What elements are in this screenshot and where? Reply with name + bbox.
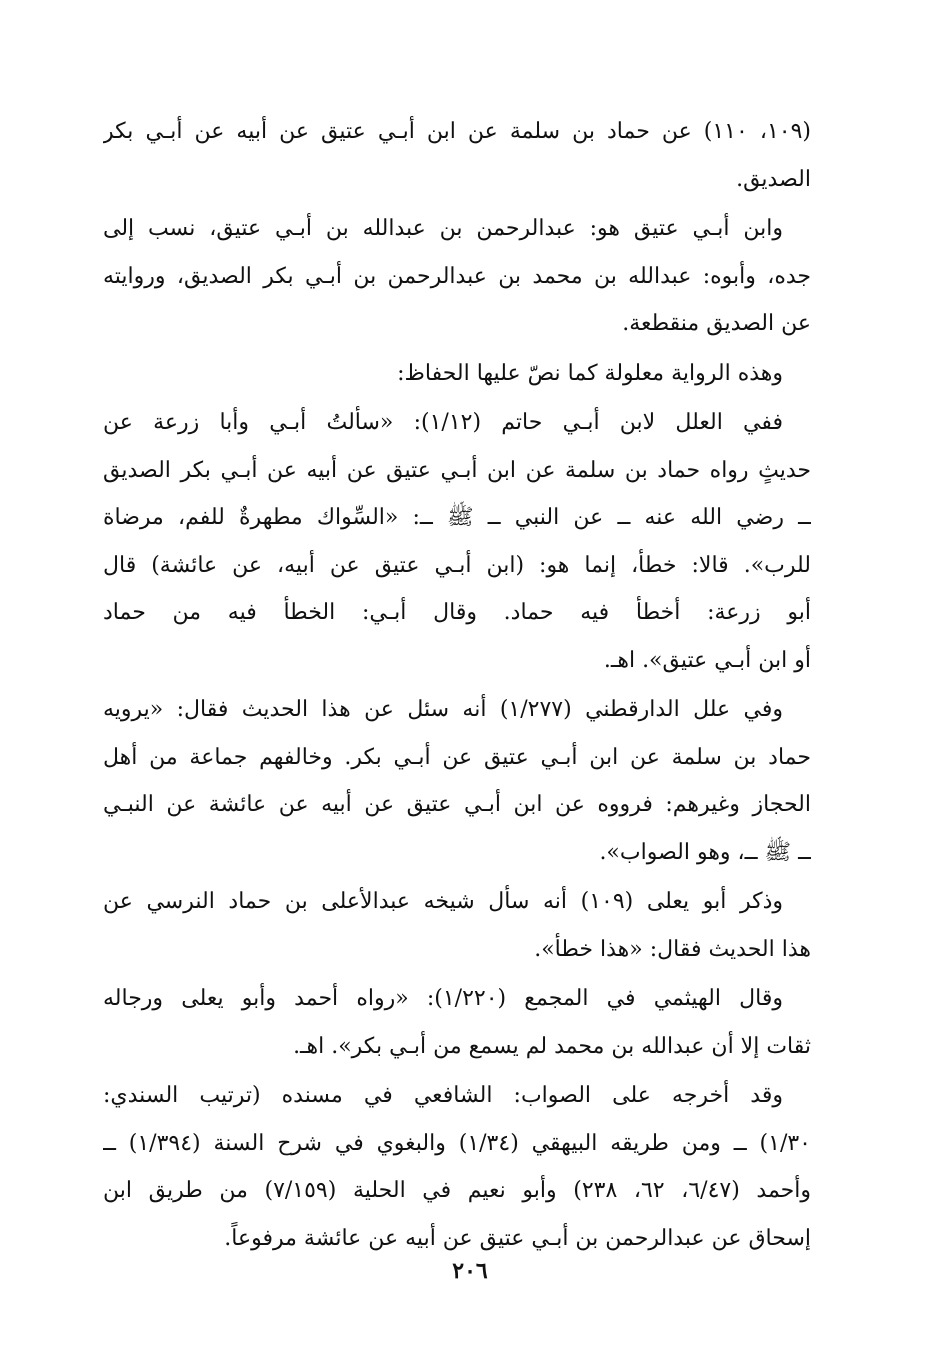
paragraph-1 [103, 108, 811, 203]
text-line: وقد أخرجه على الصواب: الشافعي في مسنده (ترتيب السندي: [103, 1083, 783, 1108]
text-line: ــ ﷺ ــ، وهو الصواب». [599, 839, 811, 865]
text-line: وابن أبـي عتيق هو: عبدالرحمن بن عبدالله بن أبـي عتيق، نسب إلى [103, 216, 783, 241]
text-line: هذا الحديث فقال: «هذا خطأ». [534, 936, 811, 962]
text-line: ففي العلل لابن أبـي حاتم (١/١٢): «سألتُ أبـي وأبا زرعة عن [103, 410, 783, 435]
document-body [103, 108, 811, 1262]
text-line: وذكر أبو يعلى (١٠٩) أنه سأل شيخه عبدالأعلى بن حماد النرسي عن [103, 889, 783, 914]
text-line: أو ابن أبـي عتيق». اهـ. [603, 647, 811, 673]
text-line: وفي علل الدارقطني (١/٢٧٧) أنه سئل عن هذا الحديث فقال: «يرويه [103, 697, 784, 722]
text-line: وهذه الرواية معلولة كما نصّ عليها الحفاظ: [397, 360, 783, 386]
text-line: حماد بن سلمة عن ابن أبـي عتيق عن أبـي بكر. وخالفهم جماعة من أهل [103, 744, 811, 770]
text-line: وأحمد (٦/٤٧، ٦٢، ٢٣٨) وأبو نعيم في الحلية (٧/١٥٩) من طريق ابن [103, 1178, 811, 1203]
paragraph-3 [103, 350, 811, 398]
text-line: ثقات إلا أن عبدالله بن محمد لم يسمع من أبـي بكر». اهـ. [293, 1033, 811, 1059]
text-line: أبو زرعة: أخطأ فيه حماد. وقال أبـي: الخطأ فيه من حماد [103, 600, 811, 625]
text-line: الصديق. [736, 166, 811, 192]
paragraph-7 [103, 975, 811, 1070]
text-line: (١٠٩، ١١٠) عن حماد بن سلمة عن ابن أبـي عتيق عن أبيه عن أبـي بكر [103, 119, 811, 144]
paragraph-6 [103, 878, 811, 973]
text-line: ــ رضي الله عنه ــ عن النبي ــ ﷺ ــ: «السِّواك مطهرةٌ للفم، مرضاة [103, 505, 811, 530]
paragraph-2 [103, 205, 811, 348]
text-line: وقال الهيثمي في المجمع (١/٢٢٠): «رواه أحمد وأبو يعلى ورجاله [103, 986, 783, 1011]
text-line: ١/٣٠) ــ ومن طريقه البيهقي (١/٣٤) والبغوي في شرح السنة (١/٣٩٤) ــ [103, 1130, 811, 1156]
paragraph-5 [103, 686, 811, 876]
text-line: حديثٍ رواه حماد بن سلمة عن ابن أبـي عتيق عن أبيه عن أبـي بكر الصديق [103, 457, 811, 483]
text-line: عن الصديق منقطعة. [622, 311, 811, 336]
text-line: جده، وأبوه: عبدالله بن محمد بن عبدالرحمن بن أبـي بكر الصديق، وروايته [103, 263, 811, 289]
paragraph-4 [103, 399, 811, 684]
text-line: إسحاق عن عبدالرحمن بن أبـي عتيق عن أبيه عن عائشة مرفوعاً. [224, 1225, 811, 1251]
text-line: الحجاز وغيرهم: فرووه عن ابن أبـي عتيق عن أبيه عن عائشة عن النبـي [103, 792, 811, 817]
paragraph-8 [103, 1072, 811, 1262]
page-number: ٢٠٦ [452, 1258, 488, 1284]
text-line: للرب». قالا: خطأ، إنما هو: (ابن أبـي عتيق عن أبيه، عن عائشة) قال [103, 552, 811, 578]
